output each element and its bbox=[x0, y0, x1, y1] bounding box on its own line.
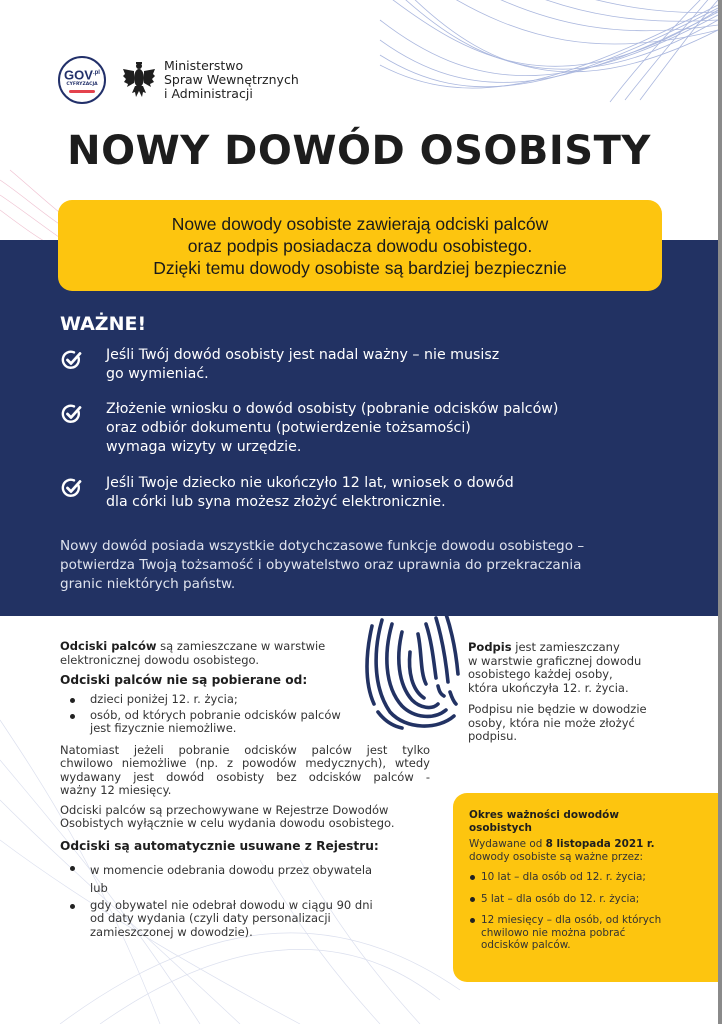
header bbox=[58, 56, 299, 104]
paragraph-line: granic niektórych państw. bbox=[60, 576, 236, 592]
important-item-line: Jeśli Twój dowód osobisty jest nadal ważny – nie musisz bbox=[106, 347, 500, 363]
paragraph-line: osoby, która nie może złożyć bbox=[468, 715, 635, 730]
list-item bbox=[469, 914, 702, 952]
important-heading: WAŻNE! bbox=[60, 313, 147, 335]
polish-eagle-icon bbox=[122, 61, 156, 99]
gov-logo-suffix: .pl bbox=[92, 70, 100, 77]
list-item bbox=[60, 861, 430, 897]
paragraph-line: ważny 12 miesięcy. bbox=[60, 783, 172, 797]
validity-date: 8 listopada 2021 r. bbox=[545, 838, 655, 850]
storage-paragraph bbox=[60, 804, 430, 831]
important-item-line: dla córki lub syna możesz złożyć elektronicznie. bbox=[106, 494, 446, 510]
paragraph-line: podpisu. bbox=[468, 729, 518, 743]
list-item-line: jest fizycznie niemożliwe. bbox=[90, 721, 237, 735]
important-item-line: go wymieniać. bbox=[106, 366, 209, 382]
fingerprints-bold-lead: Odciski palców bbox=[60, 639, 157, 653]
list-item-line: 10 lat – dla osób od 12. r. życia; bbox=[481, 871, 646, 883]
list-item-line: dzieci poniżej 12. r. życia; bbox=[90, 692, 238, 706]
paragraph-line: Natomiast jeżeli pobranie odcisków palców jest tylko bbox=[60, 742, 430, 757]
important-item bbox=[60, 474, 514, 512]
not-taken-heading: Odciski palców nie są pobierane od: bbox=[60, 673, 308, 687]
validity-intro-text: dowody osobiste są ważne przez: bbox=[469, 850, 644, 863]
paragraph-line: Podpisu nie będzie w dowodzie bbox=[468, 702, 647, 716]
list-item-line: w momencie odebrania dowodu przez obywatela bbox=[90, 862, 373, 877]
gov-pl-logo bbox=[58, 56, 106, 104]
list-item bbox=[60, 899, 430, 940]
paragraph-text: jest zamieszczany bbox=[511, 640, 620, 654]
removal-list bbox=[60, 861, 430, 940]
page-title: NOWY DOWÓD OSOBISTY bbox=[67, 128, 651, 174]
list-item bbox=[60, 693, 430, 707]
check-circle-icon bbox=[60, 402, 84, 426]
intro-banner bbox=[58, 200, 662, 291]
list-item bbox=[60, 709, 430, 736]
paragraph-line: elektronicznej dowodu osobistego. bbox=[60, 652, 260, 667]
list-item-line: chwilowo nie można pobrać bbox=[481, 926, 626, 939]
signature-bold-lead: Podpis bbox=[468, 640, 512, 654]
paragraph-line: wydawany jest dowód osobisty bez odcisków palców - bbox=[60, 769, 430, 784]
gov-logo-text: GOV bbox=[64, 67, 93, 83]
fingerprints-section bbox=[60, 640, 430, 941]
list-item-line: odcisków palców. bbox=[481, 939, 571, 951]
list-item-line: od daty wydania (czyli daty personalizacji bbox=[90, 911, 331, 925]
paragraph-text: są zamieszczane w warstwie bbox=[156, 639, 326, 653]
list-item bbox=[469, 893, 702, 906]
paragraph-line: osobistego każdej osoby, bbox=[468, 667, 613, 681]
validity-intro bbox=[469, 838, 702, 863]
list-item-line: 12 miesięcy – dla osób, od których bbox=[481, 914, 662, 926]
not-taken-list bbox=[60, 693, 430, 736]
id-functions-paragraph bbox=[60, 537, 680, 594]
ministry-line: i Administracji bbox=[164, 86, 253, 101]
validity-title bbox=[469, 809, 702, 834]
banner-line: Dzięki temu dowody osobiste są bardziej bezpiecznie bbox=[153, 257, 567, 278]
paragraph-line: która ukończyła 12. r. życia. bbox=[468, 680, 629, 695]
gov-logo-subtitle: CYFRYZACJA bbox=[66, 81, 98, 87]
paragraph-line: chwilowo niemożliwe (np. z powodów medycznych), wtedy bbox=[60, 756, 430, 770]
list-item-line: osób, od których pobranie odcisków palców bbox=[90, 707, 341, 722]
list-item-line: lub bbox=[90, 880, 108, 895]
list-item-line: 5 lat – dla osób do 12. r. życia; bbox=[481, 892, 640, 905]
paragraph-line: potwierdza Twoją tożsamość i obywatelstwo oraz uprawnia do przekraczania bbox=[60, 557, 582, 573]
important-item bbox=[60, 346, 499, 384]
important-item bbox=[60, 400, 558, 457]
ministry-line: Ministerstwo bbox=[164, 58, 244, 73]
validity-period-box bbox=[453, 793, 718, 982]
important-item-line: Złożenie wniosku o dowód osobisty (pobranie odcisków palców) bbox=[106, 401, 559, 417]
list-item-line: gdy obywatel nie odebrał dowodu w ciągu 90 dni bbox=[90, 897, 373, 912]
validity-intro-text: Wydawane od bbox=[469, 838, 546, 850]
page-edge bbox=[718, 0, 722, 1024]
temporary-exception-paragraph bbox=[60, 744, 430, 798]
validity-title-line: Okres ważności dowodów bbox=[469, 809, 619, 821]
check-circle-icon bbox=[60, 476, 84, 500]
ministry-name bbox=[164, 59, 299, 101]
paragraph-line: w warstwie graficznej dowodu bbox=[468, 653, 642, 668]
banner-line: oraz podpis posiadacza dowodu osobistego. bbox=[187, 235, 533, 256]
banner-line: Nowe dowody osobiste zawierają odciski palców bbox=[171, 213, 549, 234]
validity-title-line: osobistych bbox=[469, 821, 532, 834]
paragraph-line: Odciski palców są przechowywane w Rejestrze Dowodów bbox=[60, 802, 389, 817]
ministry-line: Spraw Wewnętrznych bbox=[164, 72, 299, 87]
paragraph-line: Osobistych wyłącznie w celu wydania dowodu osobistego. bbox=[60, 816, 395, 830]
paragraph-line: Nowy dowód posiada wszystkie dotychczasowe funkcje dowodu osobistego – bbox=[60, 538, 585, 554]
list-item bbox=[469, 871, 702, 884]
gov-logo-bar bbox=[69, 90, 95, 93]
signature-section bbox=[468, 641, 688, 744]
validity-list bbox=[469, 871, 702, 952]
check-circle-icon bbox=[60, 348, 84, 372]
important-item-line: oraz odbiór dokumentu (potwierdzenie tożsamości) bbox=[106, 420, 471, 436]
list-item-line: zamieszczonej w dowodzie). bbox=[90, 924, 253, 939]
important-item-line: wymaga wizyty w urzędzie. bbox=[106, 439, 302, 455]
important-item-line: Jeśli Twoje dziecko nie ukończyło 12 lat, wniosek o dowód bbox=[106, 475, 514, 491]
removal-heading: Odciski są automatycznie usuwane z Rejestru: bbox=[60, 838, 379, 853]
